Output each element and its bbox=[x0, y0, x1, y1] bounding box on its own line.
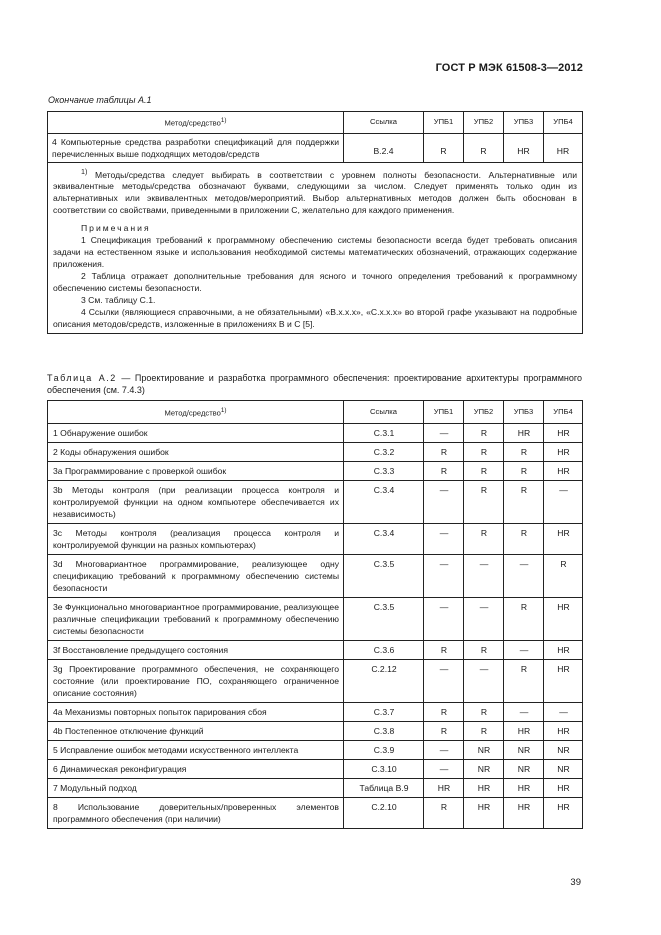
sil1-value: — bbox=[424, 481, 464, 524]
table-row bbox=[48, 524, 583, 555]
note-item: 2 Таблица отражает дополнительные требования для ясного и точного определения требований к программному обеспечению системы безопасности. bbox=[53, 271, 577, 294]
sil1-value: R bbox=[424, 133, 464, 162]
sil2-value: R bbox=[464, 641, 504, 660]
sil2-value: R bbox=[464, 443, 504, 462]
sil3-value: HR bbox=[504, 798, 544, 829]
col-reference: Ссылка bbox=[344, 401, 424, 424]
table-row bbox=[48, 722, 583, 741]
notes-title: Примечания bbox=[81, 223, 151, 234]
method-name: 1 Обнаружение ошибок bbox=[48, 424, 344, 443]
method-ref: С.3.3 bbox=[344, 462, 424, 481]
sil4-value: HR bbox=[544, 524, 583, 555]
sil2-value: R bbox=[464, 524, 504, 555]
table-row bbox=[48, 133, 583, 162]
method-ref: С.3.2 bbox=[344, 443, 424, 462]
method-name: 2 Коды обнаружения ошибок bbox=[48, 443, 344, 462]
sil4-value: — bbox=[544, 481, 583, 524]
sil1-value: — bbox=[424, 524, 464, 555]
footnote: $^{1)}$ Методы/средства следует выбирать в соответствии с уровнем полноты безопасности. Альтернативные или эквивалентные методы/средства обозначают буквами, следующими за числом. Следует применять только один из альтернативных или эквивалентных методов/мероприятий. Выбор альтернативных методов должен быть обоснован в соответствии со свойствами, приведенными в приложении С, желательно для каждого применения. bbox=[53, 167, 577, 216]
table-row bbox=[48, 741, 583, 760]
method-name: 3f Восстановление предыдущего состояния bbox=[48, 641, 344, 660]
table-continuation-label: Окончание таблицы А.1 bbox=[48, 95, 152, 105]
sil1-value: R bbox=[424, 798, 464, 829]
table-row bbox=[48, 598, 583, 641]
sil1-value: — bbox=[424, 760, 464, 779]
table-row bbox=[48, 660, 583, 703]
col-sil4: УПБ4 bbox=[544, 401, 583, 424]
sil3-value: R bbox=[504, 462, 544, 481]
method-name: 3c Методы контроля (реализация процесса контроля и контролируемой функции на разных компьютерах) bbox=[48, 524, 344, 555]
sil2-value: — bbox=[464, 598, 504, 641]
method-name: 6 Динамическая реконфигурация bbox=[48, 760, 344, 779]
sil1-value: — bbox=[424, 741, 464, 760]
col-sil1: УПБ1 bbox=[424, 112, 464, 134]
method-ref: С.3.4 bbox=[344, 524, 424, 555]
note-item: 4 Ссылки (являющиеся справочными, а не обязательными) «В.x.x.x», «С.x.x.x» во второй графе указывают на подробные описания методов/средств, изложенные в приложениях В и С [5]. bbox=[53, 307, 577, 330]
method-ref: С.3.9 bbox=[344, 741, 424, 760]
sil1-value: — bbox=[424, 598, 464, 641]
table-row bbox=[48, 703, 583, 722]
sil2-value: — bbox=[464, 555, 504, 598]
table-a1-header-row bbox=[48, 112, 583, 134]
col-reference: Ссылка bbox=[344, 112, 424, 134]
sil3-value: — bbox=[504, 703, 544, 722]
table-a2-caption: Таблица А.2 — Проектирование и разработка программного обеспечения: проектирование архитектуры программного обеспечения (см. 7.4.3) bbox=[47, 373, 582, 395]
document-header: ГОСТ Р МЭК 61508-3—2012 bbox=[435, 62, 583, 74]
sil4-value: HR bbox=[544, 462, 583, 481]
table-row bbox=[48, 481, 583, 524]
sil3-value: R bbox=[504, 443, 544, 462]
sil4-value: HR bbox=[544, 660, 583, 703]
sil3-value: HR bbox=[504, 779, 544, 798]
sil4-value: NR bbox=[544, 760, 583, 779]
sil1-value: R bbox=[424, 722, 464, 741]
method-name: 8 Использование доверительных/проверенных элементов программного обеспечения (при наличии) bbox=[48, 798, 344, 829]
table-row bbox=[48, 555, 583, 598]
method-ref: С.3.7 bbox=[344, 703, 424, 722]
table-row bbox=[48, 798, 583, 829]
table-row bbox=[48, 462, 583, 481]
sil1-value: — bbox=[424, 424, 464, 443]
sil3-value: NR bbox=[504, 760, 544, 779]
table-row bbox=[48, 424, 583, 443]
page-number: 39 bbox=[570, 877, 581, 888]
sil3-value: R bbox=[504, 481, 544, 524]
sil1-value: R bbox=[424, 443, 464, 462]
col-sil1: УПБ1 bbox=[424, 401, 464, 424]
method-name: 3b Методы контроля (при реализации процесса контроля и контролируемой функции на одном компьютере обеспечивается их независимость) bbox=[48, 481, 344, 524]
col-sil4: УПБ4 bbox=[544, 112, 583, 134]
sil4-value: HR bbox=[544, 779, 583, 798]
sil3-value: — bbox=[504, 641, 544, 660]
col-sil3: УПБ3 bbox=[504, 112, 544, 134]
note-item: 1 Спецификация требований к программному обеспечению системы безопасности всегда будет требовать описания задачи на естественном языке и использования необходимой системы математических обозначений, отражающих содержание приложения. bbox=[53, 235, 577, 270]
method-ref: С.3.6 bbox=[344, 641, 424, 660]
sil2-value: R bbox=[464, 133, 504, 162]
sil1-value: R bbox=[424, 641, 464, 660]
method-name: 3e Функционально многовариантное программирование, реализующее различные спецификации требований к программному обеспечению системы безопасности bbox=[48, 598, 344, 641]
note-item: 3 См. таблицу С.1. bbox=[81, 295, 156, 306]
sil3-value: NR bbox=[504, 741, 544, 760]
sil2-value: R bbox=[464, 481, 504, 524]
sil4-value: NR bbox=[544, 741, 583, 760]
sil3-value: HR bbox=[504, 722, 544, 741]
col-sil3: УПБ3 bbox=[504, 401, 544, 424]
sil1-value: R bbox=[424, 462, 464, 481]
method-name: 4a Механизмы повторных попыток парирования сбоя bbox=[48, 703, 344, 722]
col-method: Метод/средство$^{1)}$ bbox=[48, 112, 344, 134]
method-ref: В.2.4 bbox=[344, 133, 424, 162]
sil1-value: — bbox=[424, 555, 464, 598]
sil1-value: — bbox=[424, 660, 464, 703]
col-method: Метод/средство$^{1)}$ bbox=[48, 401, 344, 424]
method-ref: С.2.10 bbox=[344, 798, 424, 829]
method-name: 3a Программирование с проверкой ошибок bbox=[48, 462, 344, 481]
method-ref: Таблица В.9 bbox=[344, 779, 424, 798]
table-a1 bbox=[47, 111, 583, 334]
method-ref: С.3.5 bbox=[344, 598, 424, 641]
table-row bbox=[48, 443, 583, 462]
sil4-value: R bbox=[544, 555, 583, 598]
table-row bbox=[48, 641, 583, 660]
sil4-value: HR bbox=[544, 424, 583, 443]
table-a2 bbox=[47, 400, 583, 829]
sil3-value: R bbox=[504, 660, 544, 703]
table-notes bbox=[48, 162, 583, 334]
sil1-value: HR bbox=[424, 779, 464, 798]
col-sil2: УПБ2 bbox=[464, 401, 504, 424]
method-name: 3d Многовариантное программирование, реализующее одну спецификацию требований к программному обеспечению системы безопасности bbox=[48, 555, 344, 598]
method-ref: С.3.1 bbox=[344, 424, 424, 443]
method-name: 4b Постепенное отключение функций bbox=[48, 722, 344, 741]
sil3-value: HR bbox=[504, 424, 544, 443]
method-ref: С.3.5 bbox=[344, 555, 424, 598]
sil2-value: — bbox=[464, 660, 504, 703]
sil4-value: HR bbox=[544, 798, 583, 829]
method-name: 7 Модульный подход bbox=[48, 779, 344, 798]
method-name: 5 Исправление ошибок методами искусственного интеллекта bbox=[48, 741, 344, 760]
table-notes-row bbox=[48, 162, 583, 334]
col-sil2: УПБ2 bbox=[464, 112, 504, 134]
sil4-value: — bbox=[544, 703, 583, 722]
sil4-value: HR bbox=[544, 598, 583, 641]
table-row bbox=[48, 779, 583, 798]
sil4-value: HR bbox=[544, 722, 583, 741]
method-name: 4 Компьютерные средства разработки спецификаций для поддержки перечисленных выше подходящих методов/средств bbox=[48, 133, 344, 162]
sil2-value: HR bbox=[464, 798, 504, 829]
sil2-value: R bbox=[464, 703, 504, 722]
method-name: 3g Проектирование программного обеспечения, не сохраняющего состояние (или проектирование ПО, сохраняющего ограниченное описание состояния) bbox=[48, 660, 344, 703]
method-ref: С.3.4 bbox=[344, 481, 424, 524]
table-row bbox=[48, 760, 583, 779]
method-ref: С.2.12 bbox=[344, 660, 424, 703]
sil4-value: HR bbox=[544, 133, 583, 162]
sil3-value: R bbox=[504, 524, 544, 555]
method-ref: С.3.8 bbox=[344, 722, 424, 741]
sil3-value: R bbox=[504, 598, 544, 641]
sil2-value: NR bbox=[464, 760, 504, 779]
sil2-value: R bbox=[464, 424, 504, 443]
sil3-value: — bbox=[504, 555, 544, 598]
method-ref: С.3.10 bbox=[344, 760, 424, 779]
table-a2-header-row bbox=[48, 401, 583, 424]
sil2-value: NR bbox=[464, 741, 504, 760]
footnote-marker: 1) bbox=[220, 406, 227, 414]
sil1-value: R bbox=[424, 703, 464, 722]
sil2-value: HR bbox=[464, 779, 504, 798]
sil4-value: HR bbox=[544, 443, 583, 462]
sil3-value: HR bbox=[504, 133, 544, 162]
sil2-value: R bbox=[464, 462, 504, 481]
sil4-value: HR bbox=[544, 641, 583, 660]
sil2-value: R bbox=[464, 722, 504, 741]
footnote-marker: 1) bbox=[220, 117, 227, 124]
